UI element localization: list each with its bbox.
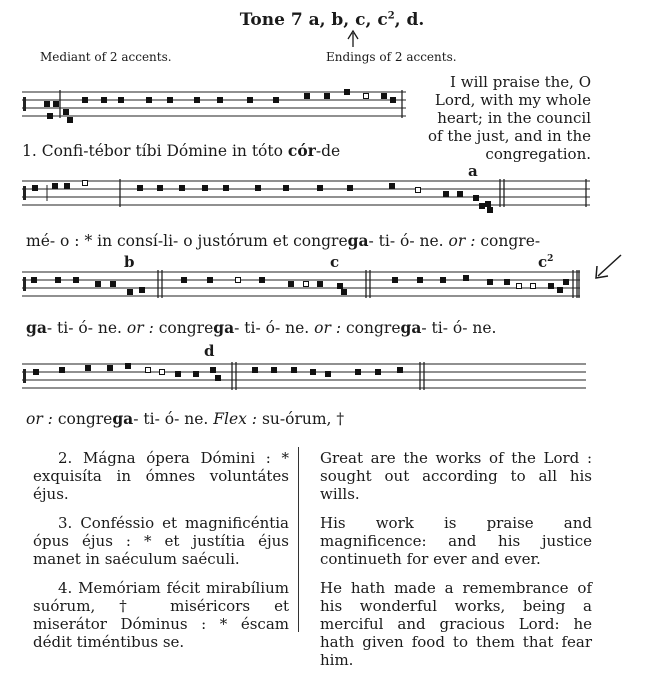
or-label: or :: [448, 232, 476, 250]
neume: [304, 282, 309, 287]
neume: [474, 196, 479, 201]
mark-sup: 2: [547, 254, 554, 264]
neume: [256, 186, 261, 191]
neume: [305, 94, 310, 99]
clef-mark: [23, 369, 26, 383]
neume: [119, 98, 124, 103]
neume: [390, 184, 395, 189]
or-label: or :: [126, 319, 154, 337]
neume: [549, 284, 554, 289]
neume: [253, 368, 258, 373]
neume: [111, 282, 116, 287]
ending-mark-b: b: [124, 253, 135, 271]
neume: [517, 284, 522, 289]
lyric-text: congre-: [475, 232, 541, 250]
english-line: Lord, with my whole: [434, 91, 591, 109]
neume: [102, 98, 107, 103]
lyric-text: -de: [315, 142, 341, 160]
neume: [224, 186, 229, 191]
neume: [48, 114, 53, 119]
neume: [248, 98, 253, 103]
neume: [382, 94, 387, 99]
column-divider: [298, 447, 299, 632]
neume: [480, 204, 485, 209]
neume: [444, 192, 449, 197]
neume: [505, 280, 510, 285]
or-label: or :: [26, 410, 53, 428]
neume: [64, 110, 69, 115]
clef-mark: [23, 97, 26, 111]
clef-mark: [23, 186, 26, 200]
lyric-text: su-órum, †: [257, 410, 345, 428]
neume: [564, 280, 569, 285]
neume: [356, 370, 361, 375]
neume: [218, 98, 223, 103]
lyric-text: 1. Confi-tébor tíbi Dómine in tóto: [22, 142, 288, 160]
lyric-text: congre: [52, 410, 113, 428]
lyric-text: - ti- ó- ne.: [234, 319, 315, 337]
neume: [274, 98, 279, 103]
neume: [140, 288, 145, 293]
neume: [56, 278, 61, 283]
neume: [348, 186, 353, 191]
arrow-up-icon: [348, 31, 358, 47]
neume: [418, 278, 423, 283]
neume: [182, 278, 187, 283]
neume: [160, 370, 165, 375]
neume: [216, 376, 221, 381]
neume: [65, 184, 70, 189]
neume: [34, 370, 39, 375]
neume: [338, 284, 343, 289]
lyric-accent: cór: [287, 141, 316, 160]
neume: [318, 186, 323, 191]
neume: [488, 280, 493, 285]
staff2-lyrics: [26, 231, 540, 250]
neume: [83, 98, 88, 103]
english-line: of the just, and in the: [427, 127, 591, 145]
lyric-accent: ga: [112, 409, 134, 428]
lyric-text: - ti- ó- ne.: [421, 319, 497, 337]
neume: [138, 186, 143, 191]
mediant-label: Mediant of 2 accents.: [40, 50, 172, 64]
neume: [458, 192, 463, 197]
lyric-text: - ti- ó- ne.: [133, 410, 214, 428]
clef-mark: [23, 277, 26, 291]
neume: [464, 276, 469, 281]
neume: [208, 278, 213, 283]
neume: [393, 278, 398, 283]
neume: [486, 202, 491, 207]
ending-mark-a: a: [468, 162, 478, 180]
neume: [284, 186, 289, 191]
neume: [318, 282, 323, 287]
neume: [86, 366, 91, 371]
neume: [345, 90, 350, 95]
lyric-accent: ga: [26, 318, 47, 337]
neume: [53, 184, 58, 189]
title-end: , d.: [394, 10, 425, 30]
neume: [108, 366, 113, 371]
neume: [147, 98, 152, 103]
english-line: I will praise the, O: [450, 73, 591, 91]
latin-verse: 2. Mágna ópera Dómini : * exquisíta in ómnes voluntátes éjus.: [33, 449, 289, 503]
lyric-accent: ga: [400, 318, 422, 337]
neume: [74, 278, 79, 283]
english-verse: His work is praise and magnificence: and his justice continueth for ever and ever.: [320, 514, 592, 568]
ending-mark-c2: [538, 253, 553, 271]
lyric-text: - ti- ó- ne.: [368, 232, 449, 250]
neume: [194, 372, 199, 377]
neume: [126, 364, 131, 369]
neume: [211, 368, 216, 373]
latin-verse: 3. Conféssio et magnificéntia ópus éjus : * et justítia éjus manet in saéculum saéculi.: [33, 514, 289, 568]
staff1-lyrics: [22, 141, 340, 160]
lyric-accent: ga: [213, 318, 235, 337]
neume: [376, 370, 381, 375]
neume: [292, 368, 297, 373]
lyric-text: congre: [341, 319, 401, 337]
neume: [236, 278, 241, 283]
neume: [441, 278, 446, 283]
neume: [416, 188, 421, 193]
ending-mark-d: d: [204, 342, 215, 360]
neume: [195, 98, 200, 103]
neume: [32, 278, 37, 283]
neume: [54, 102, 59, 107]
neume: [342, 290, 347, 295]
neume: [203, 186, 208, 191]
neume: [96, 282, 101, 287]
neume: [398, 368, 403, 373]
neume: [60, 368, 65, 373]
lyric-text: congre: [153, 319, 214, 337]
neume: [158, 186, 163, 191]
staff4-lyrics: [26, 409, 344, 428]
neume: [83, 181, 88, 186]
neume: [180, 186, 185, 191]
pointer-arrow-icon: [596, 255, 621, 278]
title-main: Tone 7 a, b, c, c: [239, 10, 388, 30]
neume: [176, 372, 181, 377]
neume: [364, 94, 369, 99]
english-verse: Great are the works of the Lord : sought out according to all his wills.: [320, 449, 592, 503]
mark-letter: c: [538, 253, 548, 271]
lyric-text: mé- o : * in consí-li- o justórum et congre: [26, 232, 348, 250]
neume: [289, 282, 294, 287]
english-line: congregation.: [485, 145, 591, 163]
neume: [311, 370, 316, 375]
latin-verse: 4. Memóriam fécit mirabílium suórum, † miséricors et miserátor Dóminus : * éscam dédit timéntibus se.: [33, 579, 289, 651]
neume: [45, 102, 50, 107]
neume: [33, 186, 38, 191]
english-verses: [320, 449, 592, 680]
neume: [272, 368, 277, 373]
neume: [128, 290, 133, 295]
neume: [168, 98, 173, 103]
or-label: or :: [314, 319, 342, 337]
neume: [531, 284, 536, 289]
ending-mark-c: c: [330, 253, 340, 271]
title-sup: 2: [387, 10, 395, 22]
neume: [326, 372, 331, 377]
latin-verses: [33, 449, 289, 662]
neume: [146, 368, 151, 373]
endings-label: Endings of 2 accents.: [326, 50, 457, 64]
flex-label: Flex :: [213, 410, 258, 428]
lyric-accent: ga: [347, 231, 369, 250]
staff3-lyrics: [26, 318, 496, 337]
neume: [391, 98, 396, 103]
lyric-text: - ti- ó- ne.: [46, 319, 127, 337]
english-verse: He hath made a remembrance of his wonderful works, being a merciful and gracious Lord: he hath given food to them that fear him.: [320, 579, 592, 669]
neume: [488, 208, 493, 213]
english-line: heart; in the council: [437, 109, 591, 127]
neume: [68, 118, 73, 123]
neume: [260, 278, 265, 283]
neume: [558, 288, 563, 293]
neume: [325, 94, 330, 99]
